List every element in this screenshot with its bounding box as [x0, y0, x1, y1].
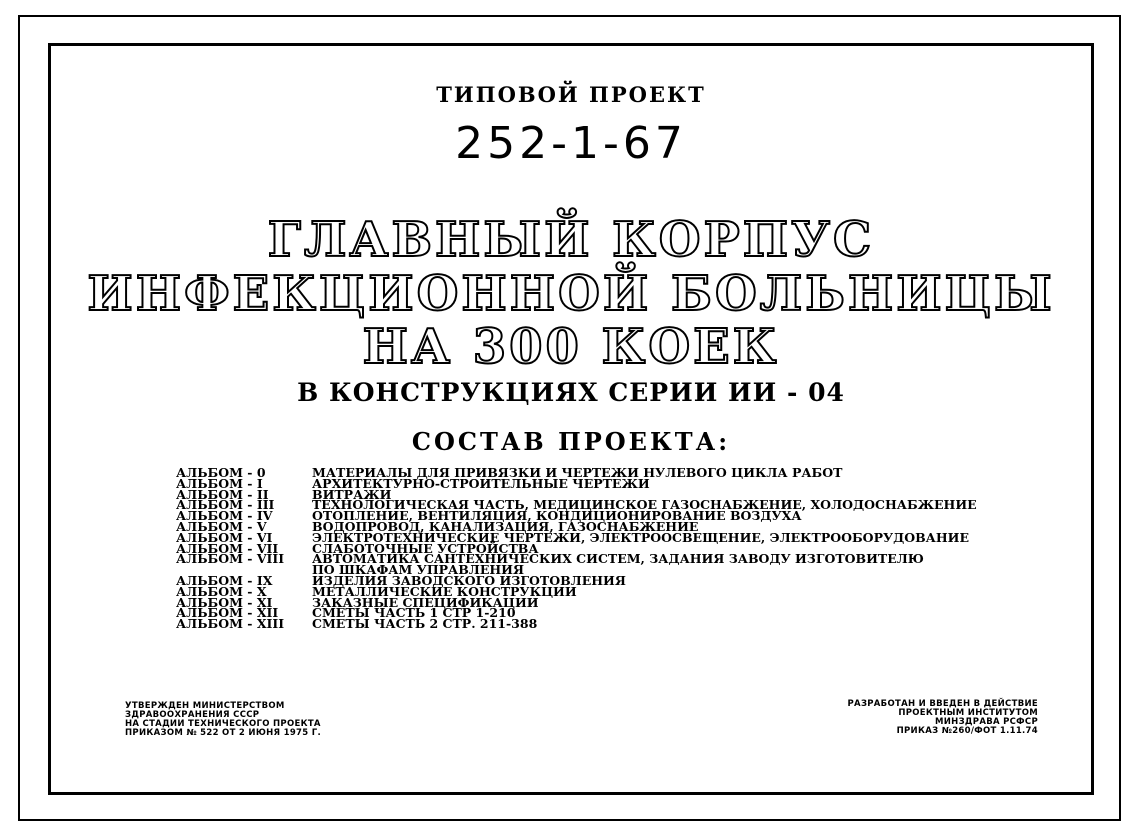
album-description: ОТОПЛЕНИЕ, ВЕНТИЛЯЦИЯ, КОНДИЦИОНИРОВАНИЕ ВОЗДУХА — [312, 508, 802, 524]
developer-line: ПРИКАЗ №260/ФОТ 1.11.74 — [896, 726, 1038, 736]
album-code: АЛЬБОМ - IX — [176, 572, 273, 588]
album-description: СМЕТЫ ЧАСТЬ 2 СТР. 211-388 — [312, 616, 538, 632]
approval-note — [125, 702, 321, 738]
album-description: ЭЛЕКТРОТЕХНИЧЕСКИЕ ЧЕРТЕЖИ, ЭЛЕКТРООСВЕЩЕНИЕ, ЭЛЕКТРООБОРУДОВАНИЕ — [312, 529, 970, 545]
album-row — [176, 616, 1056, 632]
album-code: АЛЬБОМ - XIII — [176, 616, 285, 632]
title-line-3: НА 300 КОЕК — [362, 319, 780, 375]
album-row — [176, 529, 1056, 545]
album-row — [176, 551, 1056, 567]
album-code: АЛЬБОМ - XII — [176, 605, 279, 621]
album-code: АЛЬБОМ - X — [176, 583, 267, 599]
approval-line: НА СТАДИИ ТЕХНИЧЕСКОГО ПРОЕКТА — [125, 719, 321, 729]
album-code: АЛЬБОМ - XI — [176, 594, 273, 610]
album-code: АЛЬБОМ - VII — [176, 540, 279, 556]
developer-line: РАЗРАБОТАН И ВВЕДЕН В ДЕЙСТВИЕ — [847, 699, 1038, 709]
album-row — [176, 605, 1056, 621]
album-description: ПО ШКАФАМ УПРАВЛЕНИЯ — [312, 562, 524, 578]
album-list — [176, 465, 1056, 632]
approval-line: УТВЕРЖДЕН МИНИСТЕРСТВОМ — [125, 701, 285, 711]
album-code: АЛЬБОМ - I — [176, 475, 263, 491]
album-description: ЗАКАЗНЫЕ СПЕЦИФИКАЦИИ — [312, 594, 539, 610]
album-code: АЛЬБОМ - VIII — [176, 551, 285, 567]
album-row — [176, 583, 1056, 599]
approval-line: ПРИКАЗОМ № 522 ОТ 2 ИЮНЯ 1975 Г. — [125, 728, 321, 738]
album-code: АЛЬБОМ - IV — [176, 508, 273, 524]
album-code: АЛЬБОМ - III — [176, 497, 275, 513]
album-description: АРХИТЕКТУРНО-СТРОИТЕЛЬНЫЕ ЧЕРТЕЖИ — [312, 475, 650, 491]
album-description: ТЕХНОЛОГИЧЕСКАЯ ЧАСТЬ, МЕДИЦИНСКОЕ ГАЗОСНАБЖЕНИЕ, ХОЛОДОСНАБЖЕНИЕ — [312, 497, 977, 513]
title-line-1: ГЛАВНЫЙ КОРПУС — [267, 212, 875, 268]
album-description: МЕТАЛЛИЧЕСКИЕ КОНСТРУКЦИИ — [312, 583, 577, 599]
composition-heading: СОСТАВ ПРОЕКТА: — [411, 427, 731, 456]
album-description: АВТОМАТИКА САНТЕХНИЧЕСКИХ СИСТЕМ, ЗАДАНИЯ ЗАВОДУ ИЗГОТОВИТЕЛЮ — [312, 551, 924, 567]
developer-note — [848, 700, 1038, 736]
album-description: ВОДОПРОВОД, КАНАЛИЗАЦИЯ, ГАЗОСНАБЖЕНИЕ — [312, 518, 699, 534]
developer-line: ПРОЕКТНЫМ ИНСТИТУТОМ — [898, 708, 1038, 718]
album-code: АЛЬБОМ - II — [176, 486, 269, 502]
album-description: МАТЕРИАЛЫ ДЛЯ ПРИВЯЗКИ И ЧЕРТЕЖИ НУЛЕВОГО ЦИКЛА РАБОТ — [312, 465, 843, 480]
developer-line: МИНЗДРАВА РСФСР — [935, 717, 1038, 727]
album-code: АЛЬБОМ - V — [176, 518, 267, 534]
album-description: СМЕТЫ ЧАСТЬ 1 СТР 1-210 — [312, 605, 516, 621]
approval-line: ЗДРАВООХРАНЕНИЯ СССР — [125, 710, 260, 720]
album-row — [176, 572, 1056, 588]
album-row — [176, 594, 1056, 610]
series-label: ТИПОВОЙ ПРОЕКТ — [436, 82, 706, 107]
album-description: ВИТРАЖИ — [312, 486, 392, 502]
album-code: АЛЬБОМ - VI — [176, 529, 273, 545]
title-line-2: ИНФЕКЦИОННОЙ БОЛЬНИЦЫ — [87, 266, 1055, 322]
album-row — [176, 475, 1056, 491]
album-description: ИЗДЕЛИЯ ЗАВОДСКОГО ИЗГОТОВЛЕНИЯ — [312, 572, 626, 588]
album-code: АЛЬБОМ - 0 — [176, 465, 266, 480]
album-description: СЛАБОТОЧНЫЕ УСТРОЙСТВА — [312, 540, 539, 556]
subtitle: В КОНСТРУКЦИЯХ СЕРИИ ИИ - 04 — [297, 378, 845, 407]
project-number: 252-1-67 — [455, 118, 687, 169]
